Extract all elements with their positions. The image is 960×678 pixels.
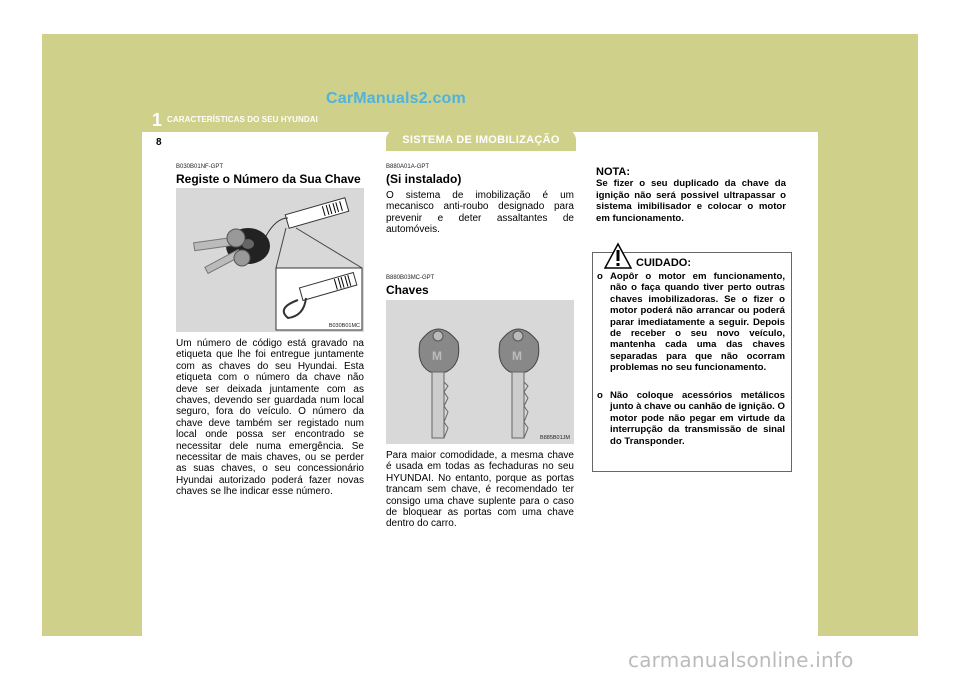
warning-icon bbox=[603, 242, 633, 270]
keys-heading-block bbox=[386, 275, 574, 297]
keys-paragraph: Para maior comodidade, a mesma chave é usada em todas as fechaduras no seu HYUNDAI. No entanto, porque as portas trancam sem chave, é recomendado ter consigo uma chave suplente para o caso de bloquear as portas com uma chave dentro do carro. bbox=[386, 450, 574, 530]
nota-paragraph: Se fizer o seu duplicado da chave da ignição não será possivel ultrapassar o sistema imibilisador e colocar o motor em funcionamento. bbox=[596, 178, 786, 224]
nota-block bbox=[596, 166, 786, 224]
chapter-number: 1 bbox=[152, 110, 163, 130]
immobilizer-paragraph: O sistema de imobilização é um mecanisco anti-roubo designado para prevenir e deter assaltantes de automóveis. bbox=[386, 190, 574, 236]
caution-item: Não coloque acessórios metálicos junto à chave ou canhão de ignição. O motor pode não pegar em virtude da interrupção da transmissão de sinal do Transponder. bbox=[610, 390, 785, 447]
image-code: B030B01MC bbox=[328, 323, 360, 329]
right-margin-band bbox=[818, 132, 918, 636]
keys-tag-illustration bbox=[176, 188, 364, 332]
column-register-key bbox=[176, 164, 364, 186]
page-number: 8 bbox=[156, 137, 162, 148]
chapter-title: CARACTERÍSTICAS DO SEU HYUNDAI bbox=[167, 115, 319, 124]
footer-site-link[interactable]: carmanualsonline.info bbox=[628, 648, 854, 672]
caution-item: Aopôr o motor em funcionamento, não o faça quando tiver perto outras chaves imobilizadoras. Se o fizer o motor poderá não arrancar ou poderá parar imediatamente a seguir. Depois de receber o seu novo veículo, mantenha cada uma das chaves separadas para que não ocorram problemas no seu funcionamento. bbox=[610, 271, 785, 374]
register-key-paragraph: Um número de código está gravado na etiqueta que lhe foi entregue juntamente com as chaves do seu Hyundai. Esta etiqueta com o número da chave não deve ser deixada juntamente com as chaves, devendo ser guardada num local seguro, fora do veículo. O número da chave deve também ser registado num local onde possa ser encontrado se necessitar dele numa emergência. Se necessitar de mais chaves, ou se perder as suas chaves, o seu concessionário Hyundai autorizado poderá fazer novas chaves se lhe indicar esse número. bbox=[176, 338, 364, 498]
svg-text:M: M bbox=[432, 349, 442, 363]
image-code: B885B01JM bbox=[540, 435, 570, 441]
section-code: B880B03MC-GPT bbox=[386, 275, 435, 281]
section-heading: Chaves bbox=[386, 283, 429, 297]
watermark-link[interactable]: CarManuals2.com bbox=[326, 90, 466, 107]
svg-text:M: M bbox=[512, 349, 522, 363]
section-code: B030B01NF-GPT bbox=[176, 164, 224, 170]
nota-title: NOTA: bbox=[596, 166, 631, 178]
section-title: SISTEMA DE IMOBILIZAÇÃO bbox=[386, 129, 576, 151]
left-margin-band bbox=[42, 132, 142, 636]
bullet-marker: o bbox=[597, 271, 603, 282]
section-code: B880A01A-GPT bbox=[386, 164, 430, 170]
caution-title: CUIDADO: bbox=[636, 257, 691, 269]
keys-with-tag-icon bbox=[176, 188, 364, 332]
two-keys-icon bbox=[386, 300, 574, 444]
column-immobilizer bbox=[386, 164, 574, 236]
keys-illustration bbox=[386, 300, 574, 444]
section-heading: (Si instalado) bbox=[386, 172, 462, 186]
bullet-marker: o bbox=[597, 390, 603, 401]
section-heading: Registe o Número da Sua Chave bbox=[176, 172, 361, 186]
